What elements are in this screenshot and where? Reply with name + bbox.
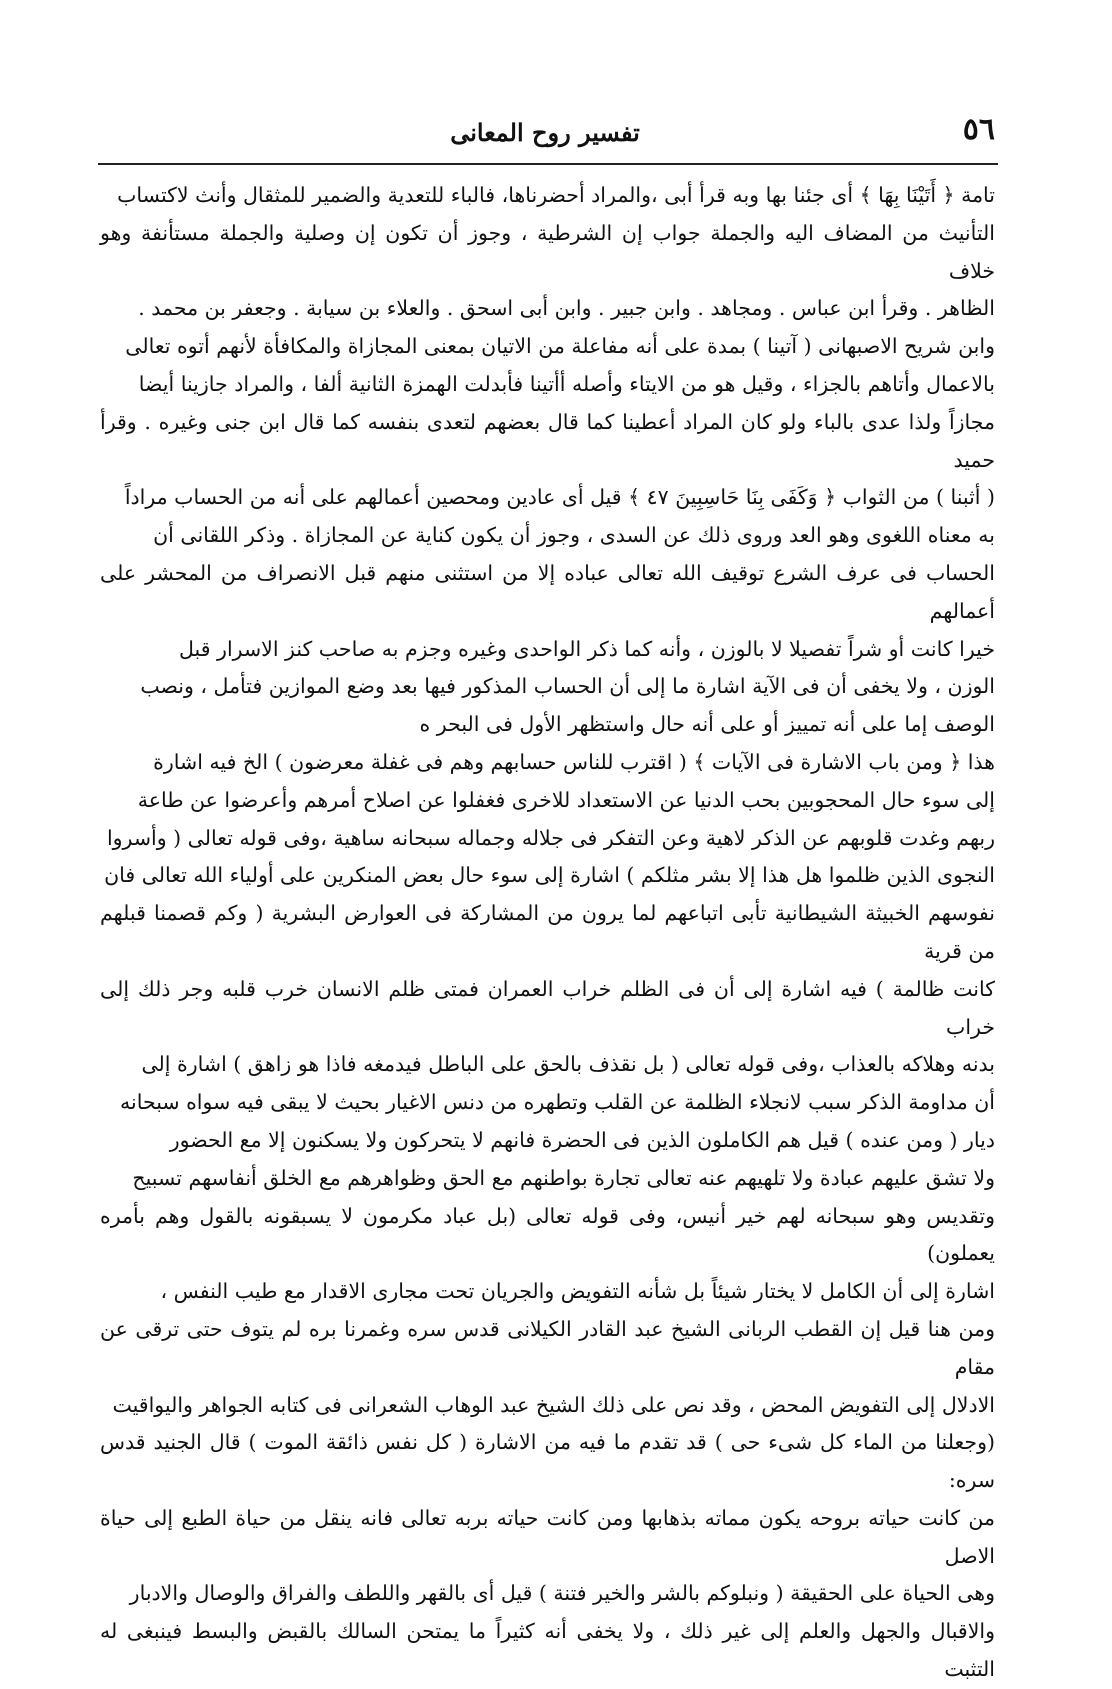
text-line: خيرا كانت أو شراً تفصيلا لا بالوزن ، وأنه كما ذكر الواحدى وغيره وجزم به صاحب كنز الاسرار قبل <box>179 636 995 661</box>
text-line: اشارة إلى أن الكامل لا يختار شيئاً بل شأنه التفويض والجريان تحت مجارى الاقدار مع طيب النفس ، <box>160 1279 995 1304</box>
text-line: ( أثبنا ) من الثواب ﴿ وَكَفَى بِنَا حَاسِبِينَ ٤٧ ﴾ قيل أى عادين ومحصين أعمالهم على أنه من الحساب مراداً <box>124 485 995 510</box>
text-line: النجوى الذين ظلموا هل هذا إلا بشر مثلكم ) اشارة إلى سوء حال بعض المنكرين على أولياء الله تعالى فان <box>104 863 995 888</box>
text-line: مجازاً ولذا عدى بالباء ولو كان المراد أعطينا كما قال بعضهم لتعدى بنفسه كما قال ابن جنى وغيره . وقرأ حميد <box>100 409 995 472</box>
text-line: هذا ﴿ ومن باب الاشارة فى الآيات ﴾ ( اقترب للناس حسابهم وهم فى غفلة معرضون ) الخ فيه اشارة <box>153 749 995 774</box>
body-text <box>100 177 995 1689</box>
text-line: وابن شريح الاصبهانى ( آتينا ) بمدة على أنه مفاعلة من الاتيان بمعنى المجازاة والمكافأة لأنهم أتوه تعالى <box>125 334 995 359</box>
text-line: الوزن ، ولا يخفى أن فى الآية اشارة ما إلى أن الحساب المذكور فيها بعد وضع الموازين فتأمل ، ونصب <box>140 674 995 699</box>
text-line: نفوسهم الخبيثة الشيطانية تأبى اتباعهم لما يرون من المشاركة فى العوارض البشرية ( وكم قصمنا قبلهم من قرية <box>100 901 995 963</box>
text-line: الادلال إلى التفويض المحض ، وقد نص على ذلك الشيخ عبد الوهاب الشعرانى فى كتابه الجواهر واليواقيت <box>112 1392 995 1417</box>
text-line: ومن هنا قيل إن القطب الربانى الشيخ عبد القادر الكيلانى قدس سره وغمرنا بره لم يتوف حتى ترقى عن مقام <box>100 1316 995 1379</box>
header-rule <box>98 163 998 165</box>
text-line: ديار ( ومن عنده ) قيل هم الكاملون الذين فى الحضرة فانهم لا يتحركون ولا يسكنون إلا مع الحضور <box>169 1127 995 1152</box>
page-number: ٥٦ <box>962 112 995 147</box>
text-line: ولا تشق عليهم عبادة ولا تلهيهم عنه تعالى تجارة بواطنهم مع الحق وظواهرهم مع الخلق أنفاسهم تسبيح <box>132 1165 995 1190</box>
text-line: الظاهر . وقرأ ابن عباس . ومجاهد . وابن جبير . وابن أبى اسحق . والعلاء بن سيابة . وجعفر بن محمد . <box>138 296 995 321</box>
page-header <box>95 108 995 160</box>
text-line: وتقديس وهو سبحانه لهم خير أنيس، وفى قوله تعالى (بل عباد مكرمون لا يسبقونه بالقول وهم بأمره يعملون) <box>100 1203 995 1266</box>
text-line: والاقبال والجهل والعلم إلى غير ذلك ، ولا يخفى أنه كثيراً ما يمتحن السالك بالقبض والبسط فينبغى له التثبت <box>100 1619 995 1682</box>
text-line: كانت ظالمة ) فيه اشارة إلى أن فى الظلم خراب العمران فمتى ظلم الانسان خرب قلبه وجر ذلك إلى خراب <box>100 976 995 1039</box>
text-line: (وجعلنا من الماء كل شىء حى ) قد تقدم ما فيه من الاشارة ( كل نفس ذائقة الموت ) قال الجنيد قدس سره: <box>100 1430 995 1493</box>
paragraph <box>100 177 995 744</box>
text-line: أن مداومة الذكر سبب لانجلاء الظلمة عن القلب وتطهره من دنس الاغيار بحيث لا يبقى فيه سواه سبحانه <box>120 1090 995 1115</box>
text-line: وهى الحياة على الحقيقة ( ونبلوكم بالشر والخير فتنة ) قيل أى بالقهر واللطف والفراق والوصال والادبار <box>129 1581 995 1606</box>
text-line: به معناه اللغوى وهو العد وروى ذلك عن السدى ، وجوز أن يكون كناية عن المجازاة . وذكر اللقانى أن <box>153 523 995 548</box>
text-line: ربهم وغدت قلوبهم عن الذكر لاهية وعن التفكر فى جلاله وجماله سبحانه ساهية ،وفى قوله تعالى ( وأسروا <box>106 825 995 850</box>
text-line: الحساب فى عرف الشرع توقيف الله تعالى عباده إلا من استثنى منهم قبل الانصراف من المحشر على أعمالهم <box>100 560 995 623</box>
text-line: الوصف إما على أنه تمييز أو على أنه حال واستظهر الأول فى البحر ه <box>419 712 995 737</box>
text-line: بالاعمال وأتاهم بالجزاء ، وقيل هو من الايتاء وأصله أأتينا فأبدلت الهمزة الثانية ألفا ، والمراد جازينا أيضا <box>138 371 995 396</box>
text-line: التأنيث من المضاف اليه والجملة جواب إن الشرطية ، وجوز أن تكون إن وصلية والجملة مستأنفة وهو خلاف <box>100 220 995 283</box>
text-line: بدنه وهلاكه بالعذاب ،وفى قوله تعالى ( بل نقذف بالحق على الباطل فيدمغه فاذا هو زاهق ) اشارة إلى <box>141 1052 995 1077</box>
text-line: إلى سوء حال المحجوبين بحب الدنيا عن الاستعداد للاخرى فغفلوا عن اصلاح أمرهم وأعرضوا عن طاعة <box>137 787 995 812</box>
running-title: تفسير روح المعانى <box>450 118 640 147</box>
paragraph <box>100 744 995 1689</box>
text-line: من كانت حياته بروحه يكون مماته بذهابها ومن كانت حياته بربه تعالى فانه ينقل من حياة الطبع إلى حياة الاصل <box>100 1505 995 1568</box>
text-line: تامة ﴿ أَتَيْنَا بِهَا ﴾ أى جئنا بها وبه قرأ أبى ،والمراد أحضرناها، فالباء للتعدية والضمير للمثقال وأنث لاكتساب <box>117 183 995 207</box>
